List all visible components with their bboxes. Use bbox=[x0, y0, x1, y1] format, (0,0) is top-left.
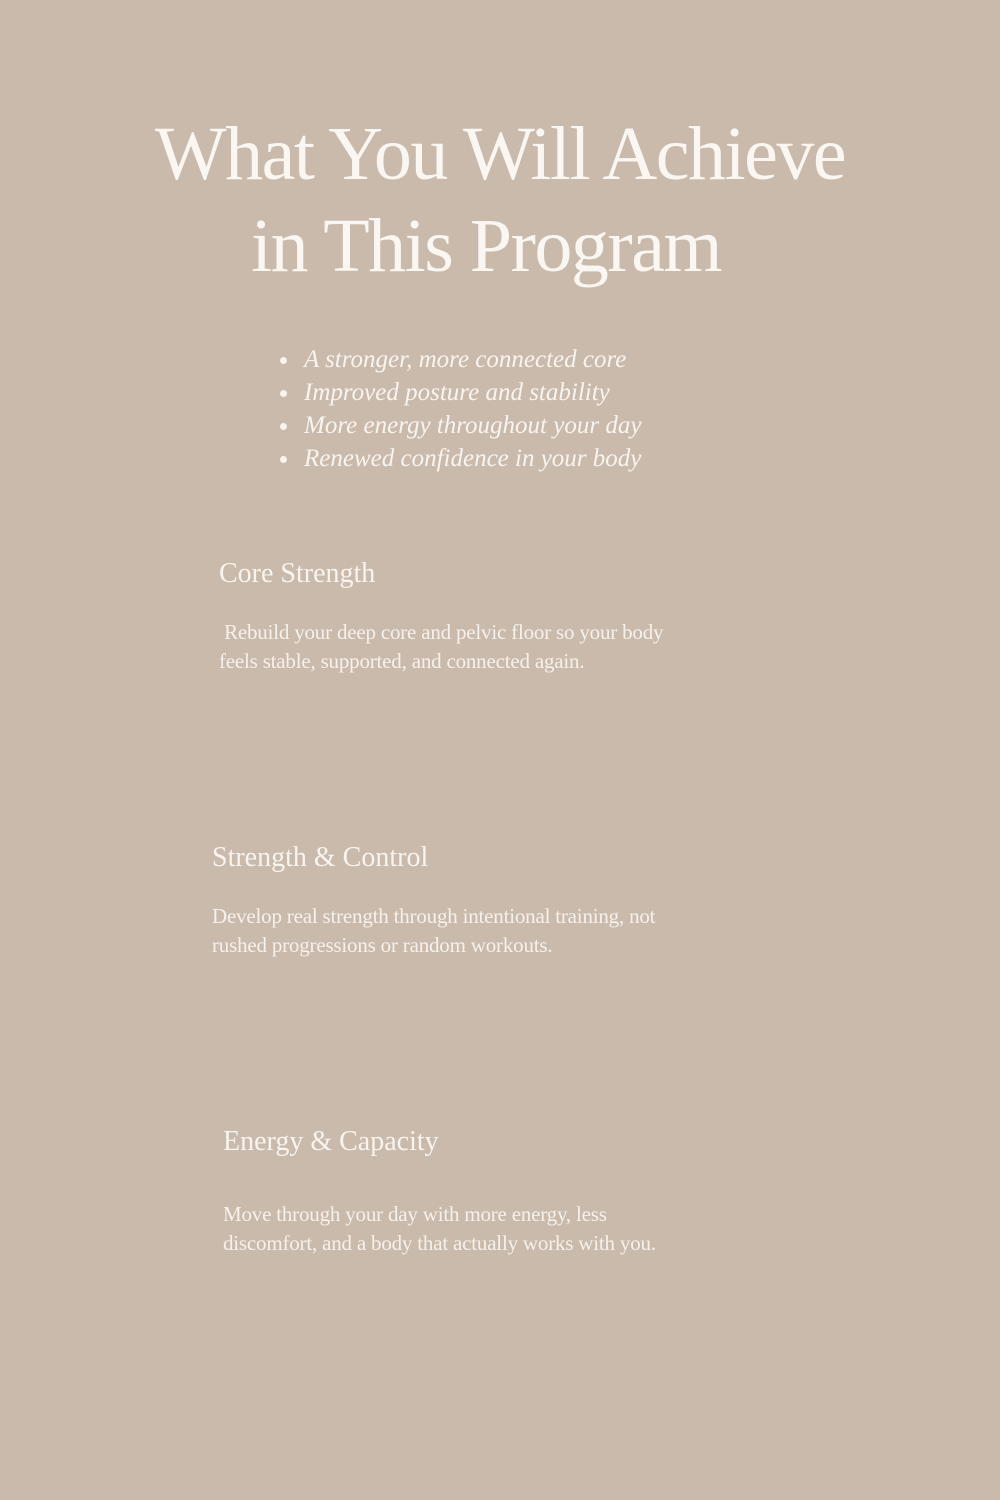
section-strength-control bbox=[212, 841, 672, 959]
bullet-icon bbox=[280, 423, 287, 430]
page-title-line-1: What You Will Achieve bbox=[154, 112, 846, 196]
list-item-text: A stronger, more connected core bbox=[304, 346, 627, 373]
list-item-text: Improved posture and stability bbox=[304, 379, 610, 406]
achievement-list bbox=[280, 343, 641, 475]
list-item bbox=[280, 442, 641, 475]
section-body: Move through your day with more energy, less discomfort, and a body that actually works with you. bbox=[223, 1202, 656, 1255]
list-item-text: Renewed confidence in your body bbox=[304, 445, 642, 472]
section-energy-capacity bbox=[223, 1125, 703, 1257]
list-item bbox=[280, 409, 641, 442]
section-core-strength bbox=[219, 557, 669, 675]
list-item bbox=[280, 376, 641, 409]
section-heading: Core Strength bbox=[219, 558, 376, 589]
list-item-text: More energy throughout your day bbox=[304, 412, 642, 439]
section-body: Develop real strength through intentional training, not rushed progressions or random workouts. bbox=[212, 904, 656, 957]
page-title bbox=[0, 108, 1000, 292]
section-heading: Energy & Capacity bbox=[223, 1126, 439, 1157]
list-item bbox=[280, 343, 641, 376]
section-body: Rebuild your deep core and pelvic floor so your body feels stable, supported, and connected again. bbox=[219, 620, 669, 673]
bullet-icon bbox=[280, 357, 287, 364]
page-title-line-2: in This Program bbox=[250, 204, 722, 288]
bullet-icon bbox=[280, 456, 287, 463]
section-heading: Strength & Control bbox=[212, 842, 429, 873]
bullet-icon bbox=[280, 390, 287, 397]
